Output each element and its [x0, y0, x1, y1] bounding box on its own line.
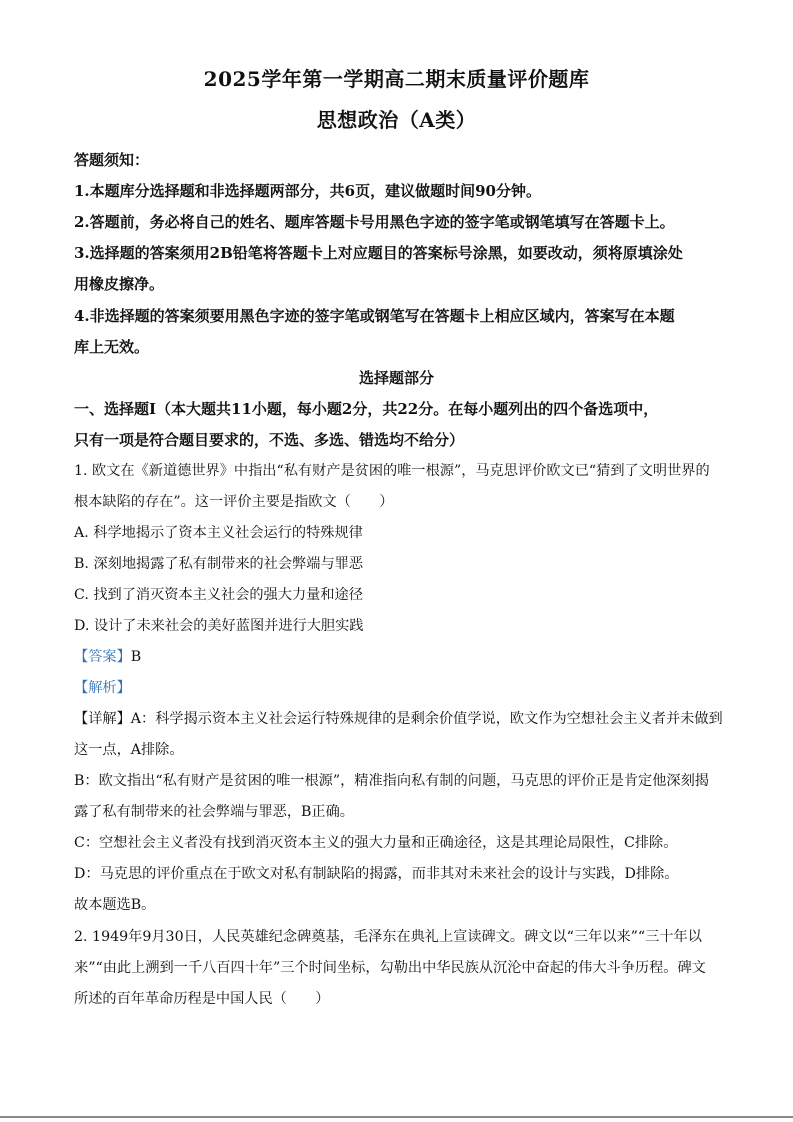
- detail-line-1: [74, 709, 724, 729]
- conclusion: 故本题选B。: [74, 897, 156, 913]
- notice-heading: 答题须知：: [74, 151, 150, 169]
- notice-item-2: 2.答题前，务必将自己的姓名、题库答题卡号用黑色字迹的签字笔或钢笔填写在答题卡上。: [74, 213, 675, 231]
- question-2-stem-line-3: 所述的百年革命历程是中国人民（ ）: [74, 991, 330, 1007]
- question-2-stem-line-2: 来”“由此上溯到一千八百四十年”三个时间坐标，勾勒出中华民族从沉沦中奋起的伟大斗争历程。碑文: [74, 960, 706, 976]
- page-bottom-divider: [0, 1116, 793, 1118]
- detail-line-3: B：欧文指出“私有财产是贫困的唯一根源”，精准指向私有制的问题，马克思的评价正是肯定他深刻揭: [74, 773, 709, 789]
- answer-value: B: [130, 649, 142, 665]
- question-1-option-c: C. 找到了消灭资本主义社会的强大力量和途径: [74, 587, 363, 603]
- question-1-stem-line-1: 1. 欧文在《新道德世界》中指出“私有财产是贫困的唯一根源”，马克思评价欧文已“猜到了文明世界的: [74, 463, 710, 479]
- section-part-title: 选择题部分: [358, 369, 434, 387]
- exam-title: 2025学年第一学期高二期末质量评价题库: [203, 67, 590, 91]
- section-heading-line-1: 一、选择题Ⅰ（本大题共11小题，每小题2分，共22分。在每小题列出的四个备选项中，: [74, 400, 659, 418]
- notice-item-3-line-2: 用橡皮擦净。: [74, 275, 165, 293]
- exam-subject: 思想政治（A类）: [316, 108, 477, 132]
- detail-line-5: C：空想社会主义者没有找到消灭资本主义的强大力量和正确途径，这是其理论局限性，C排除。: [74, 835, 678, 851]
- notice-item-4-line-2: 库上无效。: [74, 338, 150, 356]
- notice-item-1: 1.本题库分选择题和非选择题两部分，共6页，建议做题时间90分钟。: [74, 182, 541, 200]
- analysis-tag: 【解析】: [74, 680, 131, 696]
- detail-line-4: 露了私有制带来的社会弊端与罪恶，B正确。: [74, 804, 354, 820]
- question-1-option-b: B. 深刻地揭露了私有制带来的社会弊端与罪恶: [74, 556, 364, 572]
- section-heading-line-2: 只有一项是符合题目要求的，不选、多选、错选均不给分）: [74, 431, 465, 449]
- answer-row: [74, 647, 724, 667]
- notice-item-4-line-1: 4.非选择题的答案须要用黑色字迹的签字笔或钢笔写在答题卡上相应区域内，答案写在本题: [74, 307, 675, 325]
- detail-line-6: D：马克思的评价重点在于欧文对私有制缺陷的揭露，而非其对未来社会的设计与实践，D排除。: [74, 866, 679, 882]
- detail-line-1-text: A：科学揭示资本主义社会运行特殊规律的是剩余价值学说，欧文作为空想社会主义者并未做到: [130, 711, 723, 727]
- question-2-stem-line-1: 2. 1949年9月30日，人民英雄纪念碑奠基，毛泽东在典礼上宣读碑文。碑文以“三年以来”“三十年以: [74, 929, 702, 945]
- question-1-option-d: D. 设计了未来社会的美好蓝图并进行大胆实践: [74, 618, 364, 634]
- question-1-stem-line-2: 根本缺陷的存在”。这一评价主要是指欧文（ ）: [74, 494, 394, 510]
- detail-line-2: 这一点，A排除。: [74, 742, 184, 758]
- detail-tag: 【详解】: [74, 711, 131, 727]
- question-1-option-a: A. 科学地揭示了资本主义社会运行的特殊规律: [74, 525, 363, 541]
- notice-item-3-line-1: 3.选择题的答案须用2B铅笔将答题卡上对应题目的答案标号涂黑，如要改动，须将原填涂处: [74, 244, 683, 262]
- answer-tag: 【答案】: [74, 649, 131, 665]
